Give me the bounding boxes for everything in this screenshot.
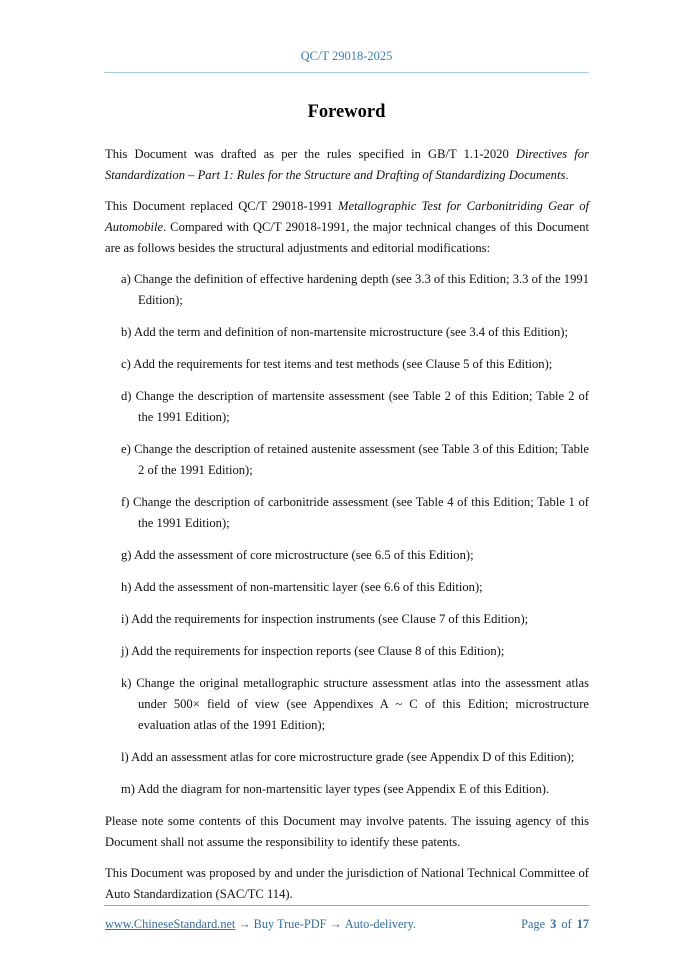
page-title: Foreword [307,102,386,122]
chinese-standard-link[interactable]: www.ChineseStandard.net [105,917,236,931]
list-label: c) [121,357,131,371]
list-label: j) [121,644,129,658]
list-label: l) [121,750,129,764]
list-item [121,354,589,375]
list-label: d) [121,389,132,403]
page-label: Page [521,917,546,931]
list-label: i) [121,612,129,626]
list-text: Add an assessment atlas for core microstructure grade (see Appendix D of this Edition); [131,750,575,764]
list-item [121,322,589,343]
list-item [121,545,589,566]
arrow-right-icon: → [238,917,251,931]
list-label: h) [121,580,132,594]
arrow-right-icon: → [329,917,342,931]
list-label: f) [121,495,130,509]
list-label: a) [121,272,131,286]
list-text: Add the diagram for non-martensitic layer types (see Appendix E of this Edition). [137,782,550,796]
changes-list [105,269,589,800]
footer-promo [105,917,416,932]
list-label: g) [121,548,132,562]
text-span: . [565,168,569,182]
list-text: Add the assessment of non-martensitic layer (see 6.6 of this Edition); [133,580,483,594]
list-item [121,439,589,481]
list-item [121,779,589,800]
page-number [519,917,589,932]
patents-notice: Please note some contents of this Document may involve patents. The issuing agency of this Document shall not assume the responsibility to identify these patents. [105,814,589,849]
list-label: m) [121,782,135,796]
list-item [121,577,589,598]
list-text: Change the description of martensite assessment (see Table 2 of this Edition; Table 2 of the 1991 Edition); [135,389,590,424]
list-item [121,492,589,534]
list-label: b) [121,325,132,339]
list-item [121,641,589,662]
list-text: Add the term and definition of non-martensite microstructure (see 3.4 of this Edition); [133,325,568,339]
page-current: 3 [550,917,557,931]
document-body [105,144,589,915]
intro-paragraph-1 [105,144,589,186]
text-span: . Compared with QC/T 29018-1991, the major technical changes of this Document are as follows besides the structural adjustments and editorial modifications: [105,220,589,255]
list-item [121,747,589,768]
list-item [121,386,589,428]
auto-delivery-text: Auto-delivery. [344,917,416,931]
list-text: Add the requirements for test items and test methods (see Clause 5 of this Edition); [133,357,553,371]
footer-divider [104,905,589,906]
replaced-standard-title: Metallographic Test for Carbonitriding Gear of Automobile [105,199,589,234]
of-label: of [561,917,572,931]
list-text: Add the requirements for inspection reports (see Clause 8 of this Edition); [131,644,505,658]
list-item [121,609,589,630]
list-text: Add the assessment of core microstructure (see 6.5 of this Edition); [133,548,474,562]
proposed-by-paragraph: This Document was proposed by and under the jurisdiction of National Technical Committee of Auto Standardization (SAC/TC 114). [105,866,589,901]
list-text: Add the requirements for inspection instruments (see Clause 7 of this Edition); [131,612,529,626]
intro-paragraph-2 [105,196,589,259]
list-label: k) [121,676,132,690]
list-label: e) [121,442,131,456]
buy-true-pdf-text: Buy True-PDF [253,917,327,931]
cited-standard-title: Directives for Standardization – Part 1: Rules for the Structure and Drafting of Standardizing Documents [105,147,589,182]
header-divider [104,72,589,73]
page-footer [105,917,589,932]
running-header-doc-code: QC/T 29018-2025 [300,49,393,63]
text-span: This Document replaced QC/T 29018-1991 [105,199,338,213]
list-text: Change the description of carbonitride assessment (see Table 4 of this Edition; Table 1 of the 1991 Edition); [133,495,589,530]
list-text: Change the description of retained austenite assessment (see Table 3 of this Edition; Table 2 of the 1991 Edition); [134,442,589,477]
list-item [121,269,589,311]
list-item [121,673,589,736]
list-text: Change the original metallographic structure assessment atlas into the assessment atlas under 500× field of view (see Appendixes A ~ C of this Edition; microstructure evaluation atlas of the 1991 Edition); [136,676,589,732]
page-total: 17 [576,917,589,931]
list-text: Change the definition of effective hardening depth (see 3.3 of this Edition; 3.3 of the 1991 Edition); [133,272,589,307]
text-span: This Document was drafted as per the rules specified in GB/T 1.1-2020 [105,147,516,161]
